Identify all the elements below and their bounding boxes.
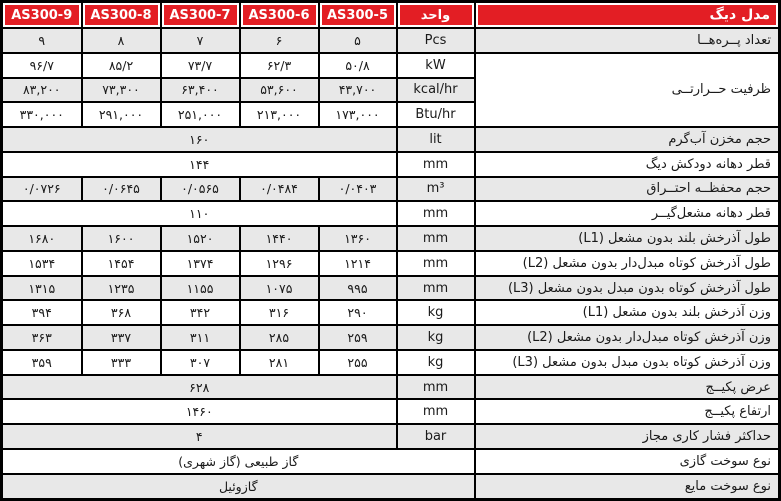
value-cell: ۱۴۴۰ xyxy=(240,226,319,251)
value-cell: ۰/۰۴۸۴ xyxy=(240,177,319,202)
unit-cell: Btu/hr xyxy=(397,102,475,127)
value-cell: ۴۳,۷۰۰ xyxy=(319,78,397,103)
value-cell-span: ۱۴۶۰ xyxy=(2,399,397,424)
value-cell: ۱۳۱۵ xyxy=(2,276,82,301)
table-row-package-width xyxy=(2,375,780,400)
value-cell: ۱۶۰۰ xyxy=(82,226,161,251)
row-label-capacity: ظرفیت حــرارتــی xyxy=(475,53,780,127)
value-cell: ۱۵۳۴ xyxy=(2,251,82,276)
unit-cell: kg xyxy=(397,325,475,350)
unit-cell: Pcs xyxy=(397,28,475,53)
value-cell: ۶ xyxy=(240,28,319,53)
row-label: تعداد پــره‌هــا xyxy=(475,28,780,53)
unit-cell: mm xyxy=(397,399,475,424)
value-cell: ۱۴۵۴ xyxy=(82,251,161,276)
row-label: قطر دهانه دودکش دیگ xyxy=(475,152,780,177)
value-cell: ۲۵۱,۰۰۰ xyxy=(161,102,240,127)
value-cell: ۳۰۷ xyxy=(161,350,240,375)
value-cell: ۷۳,۳۰۰ xyxy=(82,78,161,103)
unit-cell: kW xyxy=(397,53,475,78)
unit-cell: mm xyxy=(397,226,475,251)
value-cell-span: گاز طبیعی (گاز شهری) xyxy=(2,449,475,474)
value-cell: ۱۵۲۰ xyxy=(161,226,240,251)
table-row-chimney-diameter xyxy=(2,152,780,177)
value-cell-span: ۱۱۰ xyxy=(2,201,397,226)
row-label: طول آذرخش بلند بدون مشعل (L1) xyxy=(475,226,780,251)
row-label: حداکثر فشار کاری مجاز xyxy=(475,424,780,449)
unit-cell: kg xyxy=(397,350,475,375)
value-cell: ۳۹۴ xyxy=(2,300,82,325)
row-label: قطر دهانه مشعل‌گیــر xyxy=(475,201,780,226)
table-row-length-l3 xyxy=(2,276,780,301)
table-row-tank-volume xyxy=(2,127,780,152)
value-cell: ۹۹۵ xyxy=(319,276,397,301)
value-cell: ۲۹۰ xyxy=(319,300,397,325)
table-row-combustion-volume xyxy=(2,177,780,202)
value-cell: ۳۶۳ xyxy=(2,325,82,350)
value-cell: ۲۹۱,۰۰۰ xyxy=(82,102,161,127)
value-cell-span: ۱۶۰ xyxy=(2,127,397,152)
row-label: طول آذرخش کوتاه مبدل‌دار بدون مشعل (L2) xyxy=(475,251,780,276)
value-cell: ۶۳,۴۰۰ xyxy=(161,78,240,103)
unit-cell: lit xyxy=(397,127,475,152)
unit-cell: mm xyxy=(397,375,475,400)
table-row-fin-count xyxy=(2,28,780,53)
value-cell: ۵۰/۸ xyxy=(319,53,397,78)
value-cell: ۷۳/۷ xyxy=(161,53,240,78)
row-label: حجم مخزن آب‌گرم xyxy=(475,127,780,152)
value-cell: ۳۱۶ xyxy=(240,300,319,325)
value-cell: ۰/۰۶۴۵ xyxy=(82,177,161,202)
table-row-burner-opening xyxy=(2,201,780,226)
value-cell-span: ۶۲۸ xyxy=(2,375,397,400)
row-label: وزن آذرخش کوتاه مبدل‌دار بدون مشعل (L2) xyxy=(475,325,780,350)
unit-cell: mm xyxy=(397,152,475,177)
table-row-capacity-kw xyxy=(2,53,780,78)
table-row-length-l2 xyxy=(2,251,780,276)
value-cell: ۱۳۷۴ xyxy=(161,251,240,276)
value-cell: ۹۶/۷ xyxy=(2,53,82,78)
column-header-model-5: AS300-5 xyxy=(319,2,397,29)
unit-cell: mm xyxy=(397,201,475,226)
row-label: نوع سوخت مایع xyxy=(475,474,780,500)
unit-cell: mm xyxy=(397,276,475,301)
row-label: حجم محفظــه احتــراق xyxy=(475,177,780,202)
value-cell: ۵۳,۶۰۰ xyxy=(240,78,319,103)
table-row-max-pressure xyxy=(2,424,780,449)
value-cell: ۸ xyxy=(82,28,161,53)
row-label: ارتفاع پکیــج xyxy=(475,399,780,424)
value-cell: ۳۳۰,۰۰۰ xyxy=(2,102,82,127)
value-cell: ۳۱۱ xyxy=(161,325,240,350)
table-row-liquid-fuel xyxy=(2,474,780,500)
value-cell: ۳۴۲ xyxy=(161,300,240,325)
value-cell: ۲۸۵ xyxy=(240,325,319,350)
unit-cell: kcal/hr xyxy=(397,78,475,103)
value-cell: ۲۵۹ xyxy=(319,325,397,350)
value-cell: ۲۸۱ xyxy=(240,350,319,375)
unit-cell: mm xyxy=(397,251,475,276)
table-row-length-l1 xyxy=(2,226,780,251)
value-cell-span: گازوئیل xyxy=(2,474,475,500)
value-cell: ۷ xyxy=(161,28,240,53)
row-label: نوع سوخت گازی xyxy=(475,449,780,474)
value-cell: ۱۲۱۴ xyxy=(319,251,397,276)
value-cell: ۱۳۶۰ xyxy=(319,226,397,251)
table-row-gas-fuel xyxy=(2,449,780,474)
value-cell: ۱۱۵۵ xyxy=(161,276,240,301)
table-row-weight-l1 xyxy=(2,300,780,325)
value-cell: ۹ xyxy=(2,28,82,53)
value-cell-span: ۴ xyxy=(2,424,397,449)
column-header-unit: واحد xyxy=(397,2,475,29)
value-cell: ۰/۰۴۰۳ xyxy=(319,177,397,202)
row-label: عرض پکیــج xyxy=(475,375,780,400)
value-cell: ۶۲/۳ xyxy=(240,53,319,78)
value-cell: ۰/۰۷۲۶ xyxy=(2,177,82,202)
row-label: وزن آذرخش بلند بدون مشعل (L1) xyxy=(475,300,780,325)
value-cell: ۵ xyxy=(319,28,397,53)
value-cell: ۱۲۳۵ xyxy=(82,276,161,301)
unit-cell: kg xyxy=(397,300,475,325)
value-cell: ۱۰۷۵ xyxy=(240,276,319,301)
value-cell: ۲۵۵ xyxy=(319,350,397,375)
value-cell-span: ۱۴۴ xyxy=(2,152,397,177)
value-cell: ۳۶۸ xyxy=(82,300,161,325)
value-cell: ۰/۰۵۶۵ xyxy=(161,177,240,202)
column-header-model-1: AS300-9 xyxy=(2,2,82,29)
value-cell: ۳۳۳ xyxy=(82,350,161,375)
row-label: طول آذرخش کوتاه بدون مبدل بدون مشعل (L3) xyxy=(475,276,780,301)
value-cell: ۳۵۹ xyxy=(2,350,82,375)
value-cell: ۳۳۷ xyxy=(82,325,161,350)
row-label: وزن آذرخش کوتاه بدون مبدل بدون مشعل (L3) xyxy=(475,350,780,375)
value-cell: ۱۶۸۰ xyxy=(2,226,82,251)
value-cell: ۲۱۳,۰۰۰ xyxy=(240,102,319,127)
value-cell: ۱۷۳,۰۰۰ xyxy=(319,102,397,127)
unit-cell: bar xyxy=(397,424,475,449)
unit-cell: m³ xyxy=(397,177,475,202)
column-header-boiler-model: مدل دیگ xyxy=(475,2,780,29)
table-row-weight-l2 xyxy=(2,325,780,350)
column-header-model-4: AS300-6 xyxy=(240,2,319,29)
value-cell: ۸۳,۲۰۰ xyxy=(2,78,82,103)
column-header-model-3: AS300-7 xyxy=(161,2,240,29)
value-cell: ۱۲۹۶ xyxy=(240,251,319,276)
column-header-model-2: AS300-8 xyxy=(82,2,161,29)
table-row-package-height xyxy=(2,399,780,424)
value-cell: ۸۵/۲ xyxy=(82,53,161,78)
header-row xyxy=(2,2,780,29)
table-row-weight-l3 xyxy=(2,350,780,375)
